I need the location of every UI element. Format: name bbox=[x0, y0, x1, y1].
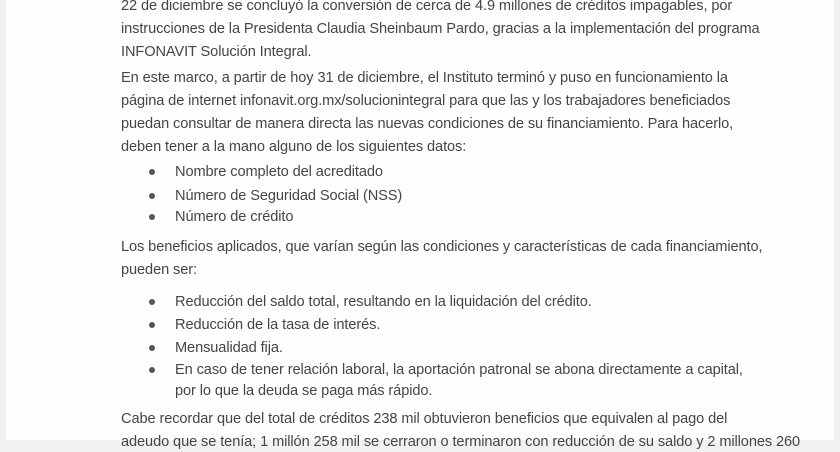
paragraph-2-line-1: En este marco, a partir de hoy 31 de diciembre, el Instituto terminó y puso en funcionamiento la bbox=[121, 70, 728, 86]
paragraph-1-line-1: 22 de diciembre se concluyó la conversión de cerca de 4.9 millones de créditos impagables, por bbox=[121, 0, 733, 14]
paragraph-3-line-1: Los beneficios aplicados, que varían según las condiciones y características de cada financiamiento, bbox=[121, 239, 763, 255]
bullet-icon bbox=[149, 169, 155, 175]
list-item-text: Reducción del saldo total, resultando en la liquidación del crédito. bbox=[175, 294, 592, 310]
list-item-text-line-2: por lo que la deuda se paga más rápido. bbox=[175, 383, 433, 399]
document-page bbox=[6, 0, 834, 450]
paragraph-1-line-2: instrucciones de la Presidenta Claudia Sheinbaum Pardo, gracias a la implementación del programa bbox=[121, 21, 760, 37]
list-item-text: Número de Seguridad Social (NSS) bbox=[175, 188, 403, 204]
list-item-text-line-1: En caso de tener relación laboral, la aportación patronal se abona directamente a capital, bbox=[175, 362, 743, 378]
bullet-icon bbox=[149, 299, 155, 305]
bullet-icon bbox=[149, 193, 155, 199]
bullet-icon bbox=[149, 214, 155, 220]
bullet-icon bbox=[149, 367, 155, 373]
paragraph-4-line-2: adeudo que se tenía; 1 millón 258 mil se cerraron o terminaron con reducción de su saldo y 2 millones 260 bbox=[121, 434, 801, 450]
bullet-icon bbox=[149, 322, 155, 328]
paragraph-2-line-4: deben tener a la mano alguno de los siguientes datos: bbox=[121, 139, 467, 155]
paragraph-2-line-3: puedan consultar de manera directa las nuevas condiciones de su financiamiento. Para hacerlo, bbox=[121, 116, 734, 132]
list-item-text: Número de crédito bbox=[175, 209, 294, 225]
paragraph-2-line-2: página de internet infonavit.org.mx/solucionintegral para que las y los trabajadores beneficiados bbox=[121, 93, 731, 109]
list-item-text: Mensualidad fija. bbox=[175, 340, 283, 356]
paragraph-1-line-3: INFONAVIT Solución Integral. bbox=[121, 44, 312, 60]
list-item-text: Reducción de la tasa de interés. bbox=[175, 317, 381, 333]
bullet-icon bbox=[149, 345, 155, 351]
paragraph-4-line-1: Cabe recordar que del total de créditos 238 mil obtuvieron beneficios que equivalen al pago del bbox=[121, 411, 728, 427]
list-item-text: Nombre completo del acreditado bbox=[175, 164, 383, 180]
paragraph-3-line-2: pueden ser: bbox=[121, 262, 197, 278]
